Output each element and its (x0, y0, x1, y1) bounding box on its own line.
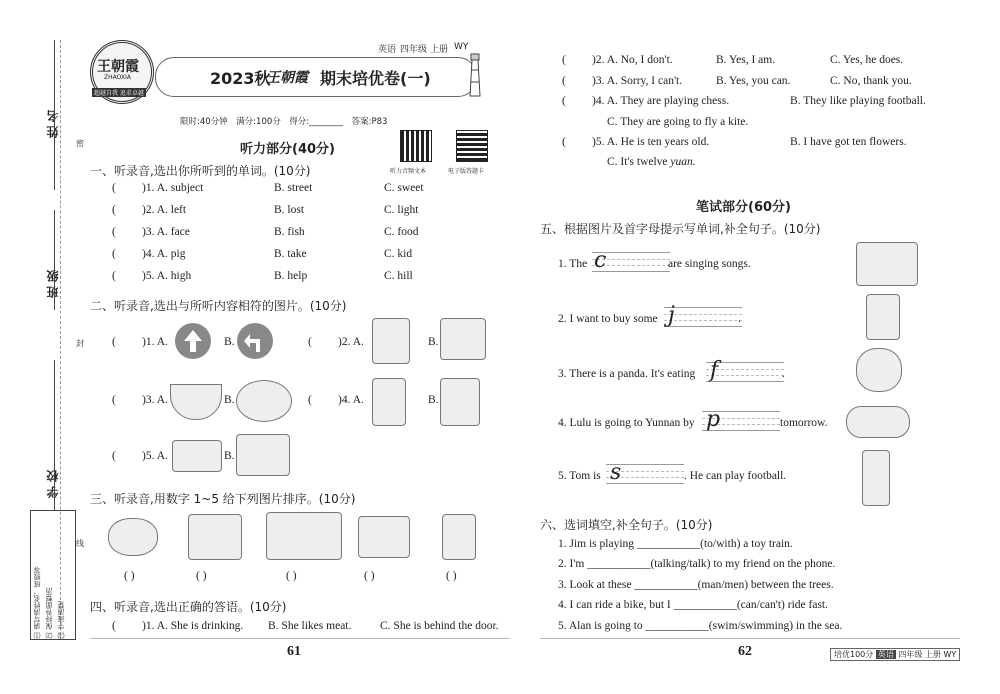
arrow-up-icon (174, 322, 212, 360)
r-row-3-b: B. Yes, you can. (716, 75, 791, 87)
s4-row-1-b: B. She likes meat. (268, 620, 352, 632)
term-tag: 上册 (430, 45, 449, 55)
page-number-61: 61 (287, 644, 301, 659)
s4-row-1: ( )1. A. She is drinking. (112, 620, 244, 632)
s1-row-1-c: C. sweet (384, 182, 424, 194)
s5-q4-letter: p (706, 407, 721, 432)
s1-row-4: ( )4. A. pig (112, 248, 186, 260)
s2-q1-b: B. (224, 336, 235, 348)
s5-q3-pre: 3. There is a panda. It's eating (558, 368, 696, 380)
s2-q2: ( )2. A. (308, 336, 364, 348)
s2-q4-b: B. (428, 394, 439, 406)
family-eating-image (172, 440, 222, 472)
school-label: 学 校 (46, 470, 60, 499)
s6-q4: 4. I can ride a bike, but I ___________(can/can't) ride fast. (558, 599, 828, 611)
s5-q1-pre: 1. The (558, 258, 588, 270)
r-row-2-b: B. Yes, I am. (716, 54, 776, 66)
s1-row-3-b: B. fish (274, 226, 305, 238)
boy-drawing-image (440, 318, 486, 360)
qr-card-label: 电子版答题卡 (448, 168, 485, 175)
s1-row-1-b: B. street (274, 182, 313, 194)
s6-q5: 5. Alan is going to ___________(swim/swimming) in the sea. (558, 620, 843, 632)
r-row-2-c: C. Yes, he does. (830, 54, 904, 66)
s1-row-3: ( )3. A. face (112, 226, 190, 238)
logo-text: 王朝霞 (97, 59, 139, 75)
school-line (54, 360, 55, 510)
s5-q2-letter: j (668, 303, 675, 328)
cats-singing-image (856, 242, 918, 286)
s3-title: 三、听录音,用数字 1~5 给下列图片排序。(10分) (90, 492, 356, 506)
s2-q1: ( )1. A. (112, 336, 168, 348)
r-row-2: ( )2. A. No, I don't. (562, 54, 673, 66)
s3-blank-1[interactable]: ( ) (124, 570, 135, 582)
s5-q3-letter: f (710, 358, 719, 383)
classroom-image (236, 434, 290, 476)
s2-q3: ( )3. A. (112, 394, 168, 406)
soup-bowl-image (170, 384, 222, 420)
s1-row-5-c: C. hill (384, 270, 413, 282)
s1-row-4-c: C. kid (384, 248, 413, 260)
seal-notice: ⑴ 请写清姓名、班级等 ⑵ 保持卷面整洁 ⑶ 字迹清楚 (30, 510, 76, 640)
r-row-3-c: C. No, thank you. (830, 75, 912, 87)
s5-q2-pre: 2. I want to buy some (558, 313, 658, 325)
r-row-4: ( )4. A. They are playing chess. (562, 95, 730, 107)
s5-q5-pre: 5. Tom is (558, 470, 601, 482)
boy-running-image (440, 378, 480, 426)
class-label: 班 级 (46, 270, 60, 299)
children-boat-image (266, 512, 342, 560)
page-divider-left (90, 638, 510, 639)
seal-char-3: 线 (76, 539, 84, 548)
title-brand: 王朝霞 (266, 70, 308, 86)
s5-q3-post: . (782, 368, 785, 380)
seal-char-1: 密 (76, 139, 84, 148)
s5-q5-post: . He can play football. (684, 470, 787, 482)
page-number-62: 62 (738, 644, 752, 659)
r-row-5-c: C. It's twelve yuan. (607, 156, 696, 168)
s5-q1-letter: c (594, 248, 607, 273)
boy-riding-bike-image (372, 318, 410, 364)
boy-football-image (862, 450, 890, 506)
s5-q5-letter: s (610, 460, 622, 485)
qr-audio[interactable] (400, 130, 432, 162)
s3-blank-3[interactable]: ( ) (286, 570, 297, 582)
class-line (54, 210, 55, 310)
noodles-plate-image (236, 380, 292, 422)
s6-q1: 1. Jim is playing ___________(to/with) a toy train. (558, 538, 793, 550)
r-row-4-b: B. They like playing football. (790, 95, 926, 107)
title-year: 2023秋 (210, 69, 271, 88)
name-label: 姓 名 (46, 110, 60, 139)
written-title: 笔试部分(60分) (696, 200, 791, 215)
s4-title: 四、听录音,选出正确的答语。(10分) (90, 600, 287, 614)
qr-answer-card[interactable] (456, 130, 488, 162)
s4-row-1-c: C. She is behind the door. (380, 620, 499, 632)
s1-row-2-c: C. light (384, 204, 419, 216)
s1-row-2-b: B. lost (274, 204, 305, 216)
page-title: 期末培优卷(一) (320, 69, 431, 88)
logo-slogan: 超越自我 追求卓越 (94, 90, 144, 97)
name-line (54, 40, 55, 190)
s1-row-5-b: B. help (274, 270, 308, 282)
panda-eating-image (856, 348, 902, 392)
s2-q3-b: B. (224, 394, 235, 406)
s3-blank-2[interactable]: ( ) (196, 570, 207, 582)
s5-q4-pre: 4. Lulu is going to Yunnan by (558, 417, 695, 429)
s5-q1-post: are singing songs. (668, 258, 751, 270)
qr-audio-label: 听力音频文本 (390, 168, 427, 175)
s5-q2-blank[interactable] (664, 307, 742, 327)
s5-q4-post: tomorrow. (780, 417, 828, 429)
r-row-5: ( )5. A. He is ten years old. (562, 136, 710, 148)
juice-glass-image (866, 294, 900, 340)
turn-left-icon (236, 322, 274, 360)
potatoes-image (108, 518, 158, 556)
swimming-pool-image (188, 514, 242, 560)
s2-q2-b: B. (428, 336, 439, 348)
s5-q2-post: . (738, 313, 741, 325)
exam-meta: 限时:40分钟 满分:100分 得分:________ 答案:P83 (180, 117, 388, 127)
r-row-5-b: B. I have got ten flowers. (790, 136, 907, 148)
s1-row-3-c: C. food (384, 226, 419, 238)
s1-row-4-b: B. take (274, 248, 307, 260)
airplane-image (846, 406, 910, 438)
s2-q4: ( )4. A. (308, 394, 364, 406)
footer-brand: 培优100分 英语 四年级 上册 WY (830, 648, 960, 661)
s2-title: 二、听录音,选出与所听内容相符的图片。(10分) (90, 299, 347, 313)
s3-blank-4[interactable]: ( ) (364, 570, 375, 582)
logo-sub: ZHAOXIA (104, 74, 131, 81)
s1-row-5: ( )5. A. high (112, 270, 192, 282)
lighthouse-icon (460, 48, 490, 98)
page-divider-right (540, 638, 960, 639)
r-row-3: ( )3. A. Sorry, I can't. (562, 75, 683, 87)
s6-title: 六、选词填空,补全句子。(10分) (540, 518, 713, 532)
r-row-4-c: C. They are going to fly a kite. (607, 116, 749, 128)
s2-q5-b: B. (224, 450, 235, 462)
bread-image (358, 516, 410, 558)
grade-tag: 四年级 (400, 45, 428, 55)
subject-tag: 英语 (378, 45, 397, 55)
edition-tag: WY (454, 42, 469, 52)
s3-blank-5[interactable]: ( ) (446, 570, 457, 582)
s5-title: 五、根据图片及首字母提示写单词,补全句子。(10分) (540, 222, 821, 236)
seal-char-2: 封 (76, 339, 84, 348)
listening-title: 听力部分(40分) (240, 142, 335, 157)
s2-q5: ( )5. A. (112, 450, 168, 462)
s1-row-2: ( )2. A. left (112, 204, 187, 216)
panda-picture-image (442, 514, 476, 560)
s1-title: 一、听录音,选出你所听到的单词。(10分) (90, 164, 311, 178)
s1-row-1: ( )1. A. subject (112, 182, 204, 194)
s6-q2: 2. I'm ___________(talking/talk) to my friend on the phone. (558, 558, 836, 570)
boy-at-window-image (372, 378, 406, 426)
s6-q3: 3. Look at these ___________(man/men) between the trees. (558, 579, 834, 591)
